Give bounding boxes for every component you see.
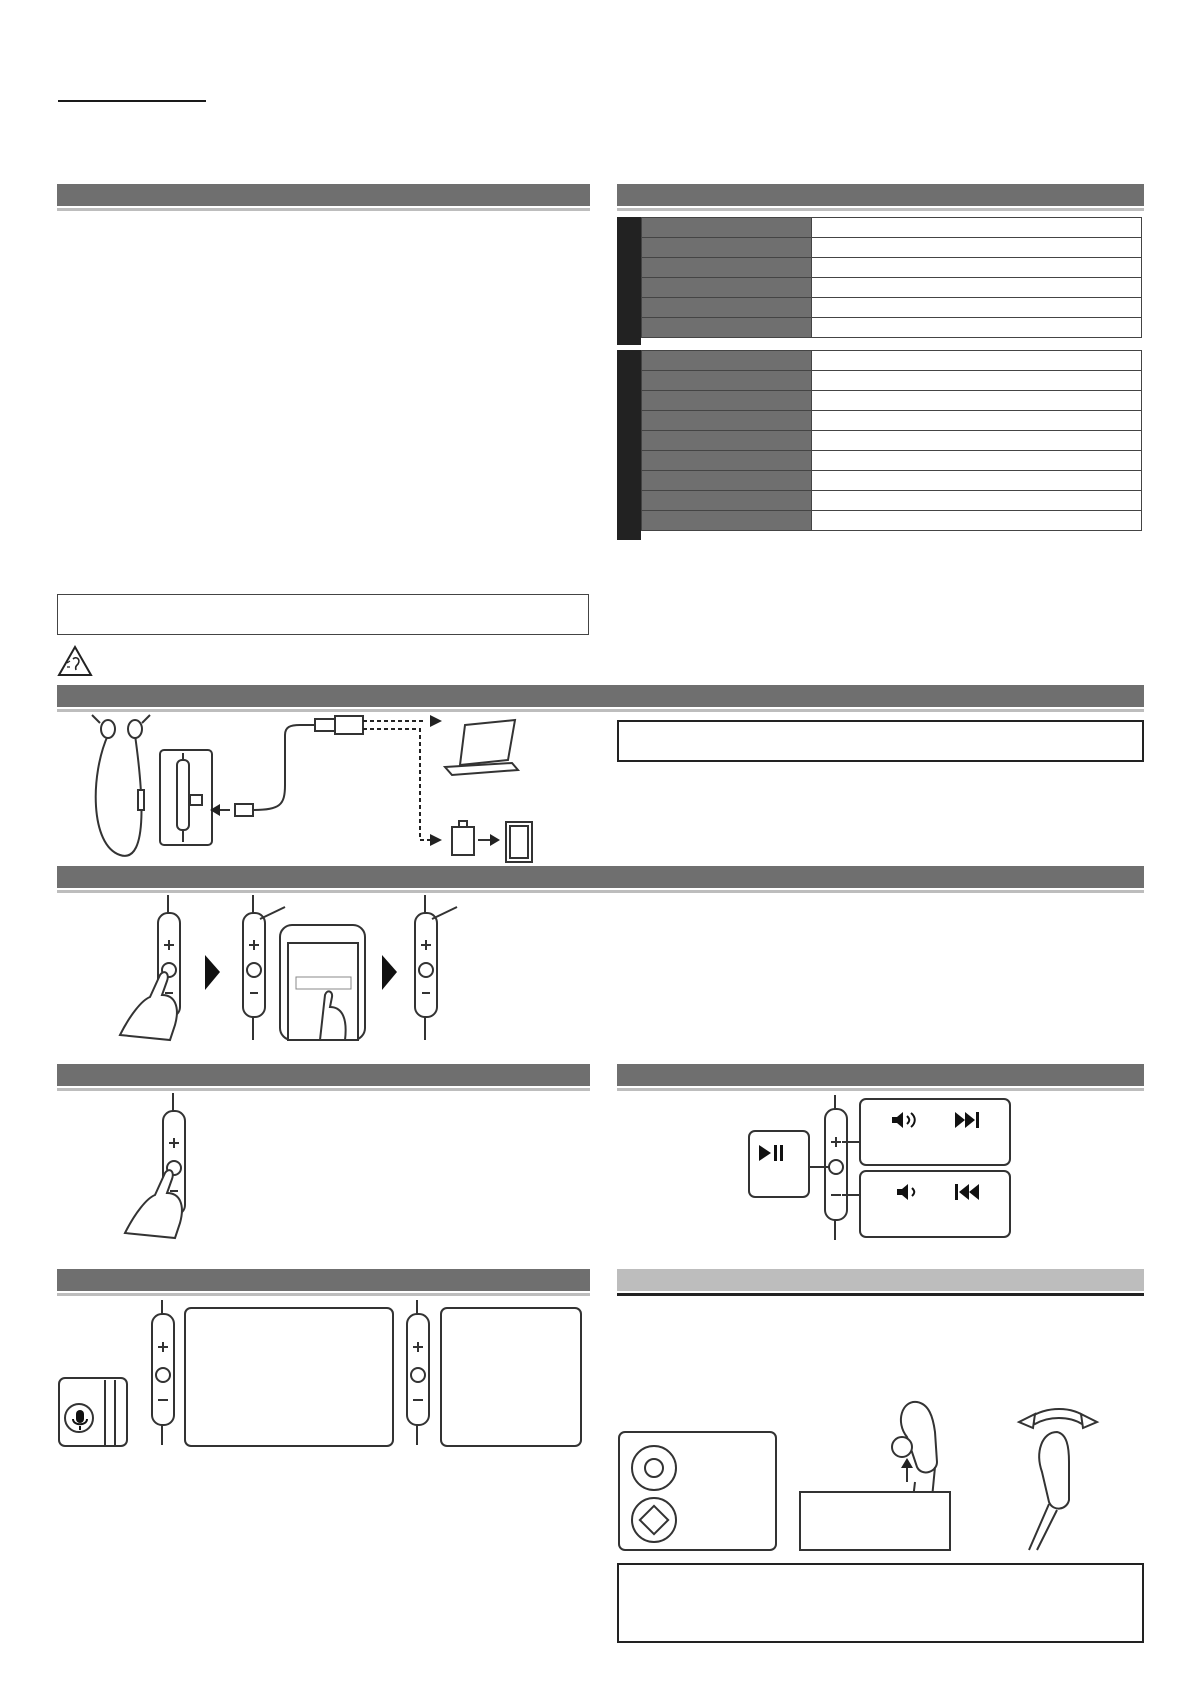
section-divider <box>57 1293 590 1296</box>
table-row <box>642 278 1142 298</box>
section-divider <box>57 1088 590 1091</box>
spec-group-a-label <box>617 217 641 345</box>
play-pause-icon <box>757 1143 785 1163</box>
title-underline <box>58 100 206 102</box>
power-section-header <box>57 1064 590 1086</box>
notice-box <box>57 594 589 635</box>
charging-note-box <box>617 720 1144 762</box>
charging-section-header <box>57 685 1144 707</box>
section-divider <box>617 1088 1144 1091</box>
spec-table-a <box>641 217 1142 338</box>
table-row <box>642 451 1142 471</box>
table-row <box>642 298 1142 318</box>
volume-up-icon <box>890 1110 920 1130</box>
specifications-section-header <box>617 184 1144 206</box>
wearing-note-box <box>617 1563 1144 1643</box>
volume-down-icon <box>895 1182 919 1202</box>
table-row <box>642 431 1142 451</box>
pairing-section-header <box>57 866 1144 888</box>
safety-section-header <box>57 184 590 206</box>
power-button-illustration <box>125 1093 205 1238</box>
table-row <box>642 318 1142 338</box>
section-divider <box>57 709 1144 712</box>
table-row <box>642 218 1142 238</box>
pairing-illustration <box>120 895 480 1040</box>
spec-group-b-label <box>617 350 641 540</box>
calls-illustration <box>57 1300 587 1450</box>
table-row <box>642 411 1142 431</box>
microphone-icon <box>68 1408 92 1432</box>
section-divider <box>617 1293 1144 1296</box>
music-section-header <box>617 1064 1144 1086</box>
table-row <box>642 391 1142 411</box>
calls-section-header <box>57 1269 590 1291</box>
previous-track-icon <box>953 1182 983 1202</box>
hearing-warning-icon <box>57 645 93 677</box>
charging-illustration <box>80 715 580 865</box>
table-row <box>642 491 1142 511</box>
section-divider <box>57 208 590 211</box>
table-row <box>642 511 1142 531</box>
next-track-icon <box>953 1110 983 1130</box>
table-row <box>642 258 1142 278</box>
table-row <box>642 351 1142 371</box>
spec-table-b <box>641 350 1142 531</box>
table-row <box>642 471 1142 491</box>
section-divider <box>57 890 1144 893</box>
section-divider <box>617 208 1144 211</box>
wearing-illustration <box>617 1392 1144 1552</box>
table-row <box>642 371 1142 391</box>
table-row <box>642 238 1142 258</box>
wearing-section-header <box>617 1269 1144 1291</box>
